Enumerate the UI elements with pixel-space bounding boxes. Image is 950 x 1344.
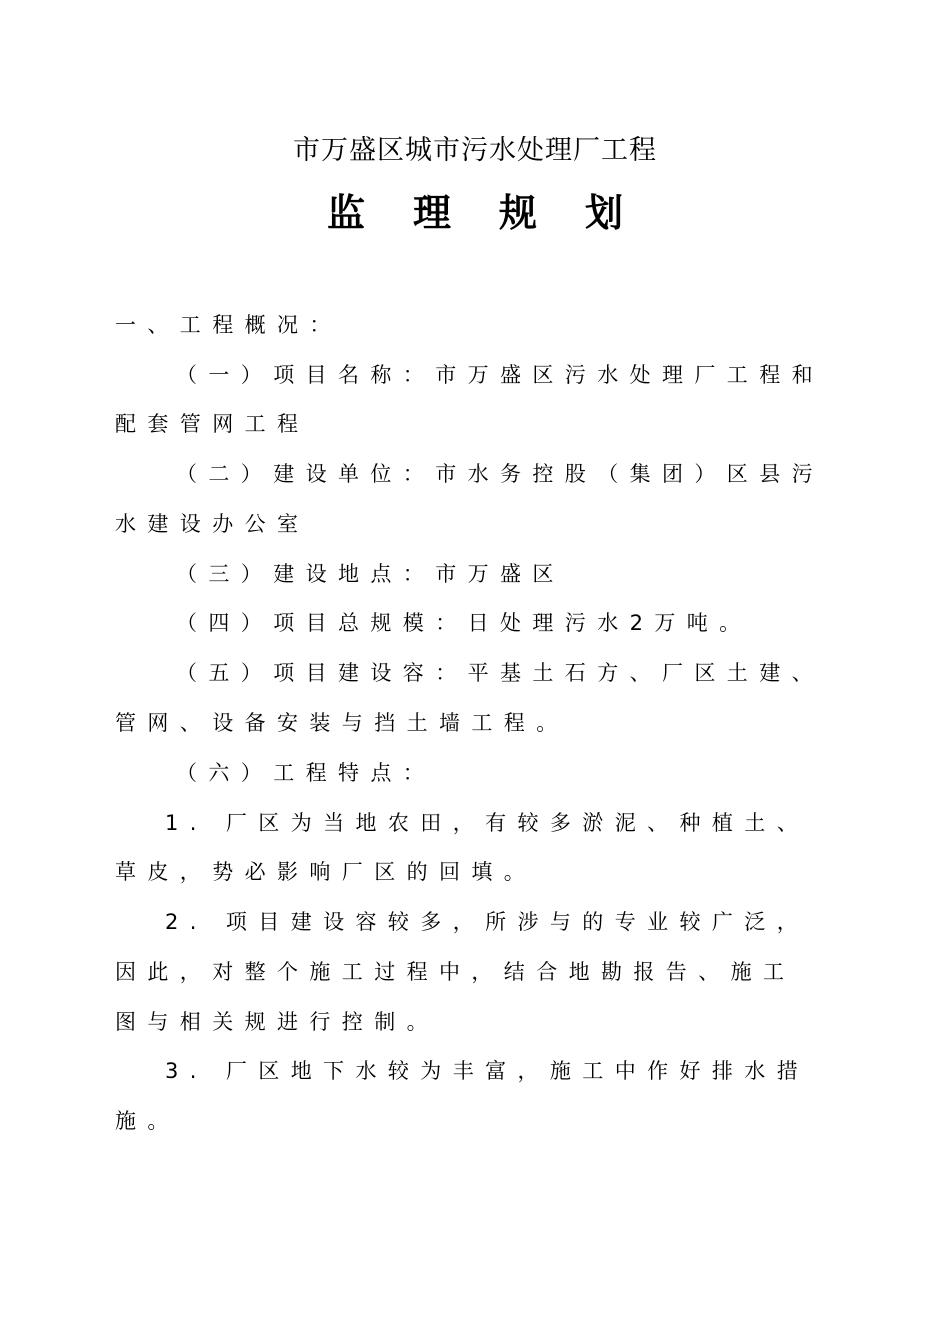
paragraph-line: （一）项目名称：市万盛区污水处理厂工程和	[176, 363, 824, 387]
paragraph-line: 1. 厂区为当地农田，有较多淤泥、种植土、	[165, 811, 810, 835]
paragraph-line: 图与相关规进行控制。	[115, 1010, 439, 1034]
paragraph-line: （二）建设单位：市水务控股（集团）区县污	[176, 462, 824, 486]
paragraph-line: 2. 项目建设容较多，所涉与的专业较广泛，	[165, 910, 810, 934]
document-subtitle: 监理规划	[326, 191, 671, 235]
paragraph-line: 3. 厂区地下水较为丰富，施工中作好排水措	[165, 1059, 810, 1083]
paragraph-line: 配套管网工程	[115, 412, 310, 436]
paragraph-line: （五）项目建设容：平基土石方、厂区土建、	[176, 661, 824, 685]
paragraph-line: （六）工程特点：	[176, 761, 436, 785]
paragraph-line: 水建设办公室	[115, 512, 310, 536]
paragraph-line: （三）建设地点：市万盛区	[176, 562, 565, 586]
paragraph-line: 施。	[115, 1109, 180, 1133]
paragraph-line: 因此，对整个施工过程中，结合地勘报告、施工	[115, 960, 796, 984]
paragraph-line: 管网、设备安装与挡土墙工程。	[115, 711, 569, 735]
paragraph-line: 草皮，势必影响厂区的回填。	[115, 860, 537, 884]
paragraph-line: （四）项目总规模：日处理污水2万吨。	[176, 611, 752, 635]
document-title: 市万盛区城市污水处理厂工程	[293, 135, 657, 166]
section-heading: 一、工程概况：	[115, 313, 342, 337]
